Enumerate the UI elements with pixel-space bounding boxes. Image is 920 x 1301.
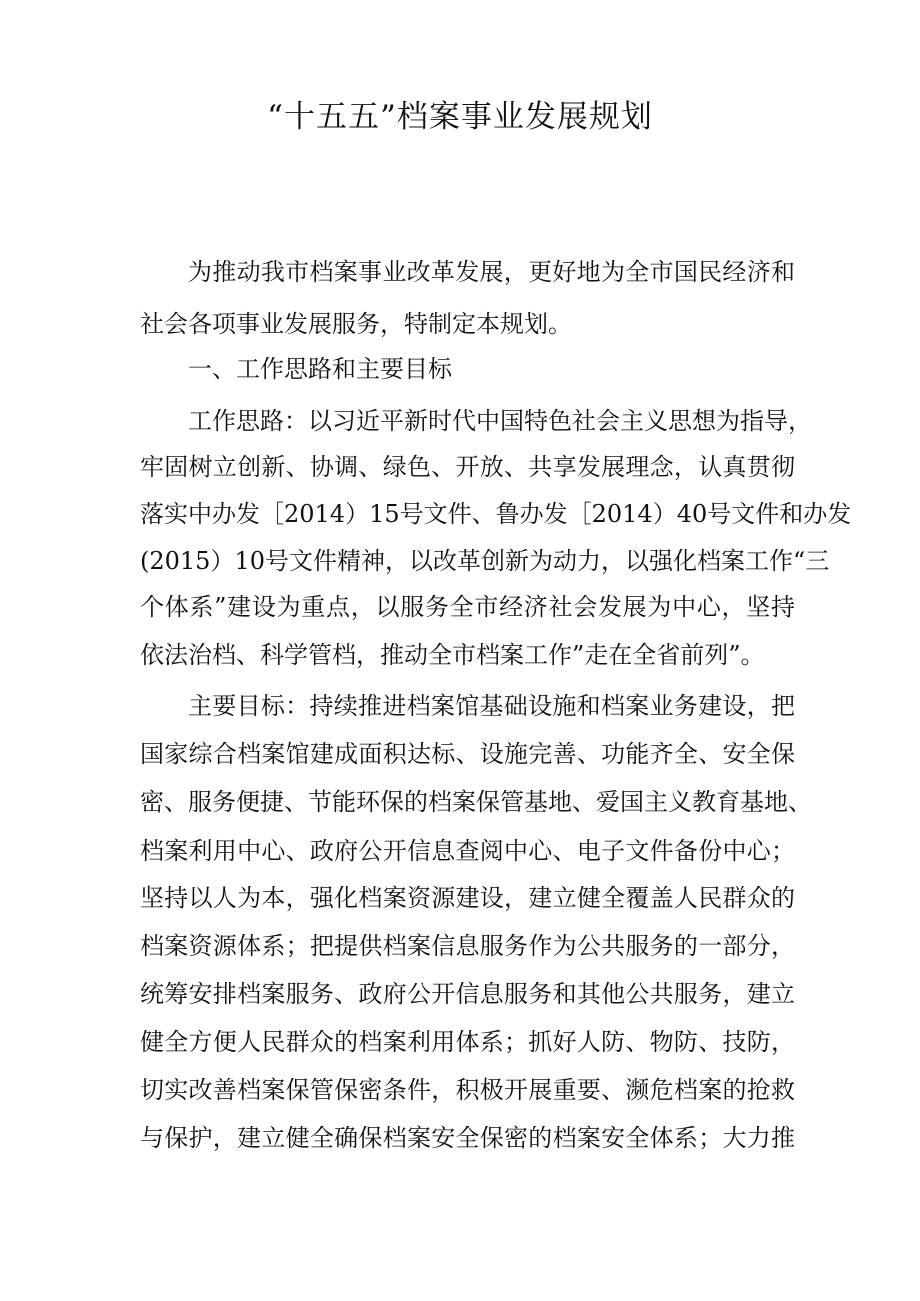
paragraph-line: 与保护，建立健全确保档案安全保密的档案安全体系；大力推 <box>140 1124 795 1152</box>
paragraph-line: 牢固树立创新、协调、绿色、开放、共享发展理念，认真贯彻 <box>140 453 795 481</box>
paragraph-line: 为推动我市档案事业改革发展，更好地为全市国民经济和 <box>188 258 795 286</box>
paragraph-line: 依法治档、科学管档，推动全市档案工作”走在全省前列”。 <box>140 641 765 669</box>
paragraph-line: 国家综合档案馆建成面积达标、设施完善、功能齐全、安全保 <box>140 740 795 768</box>
paragraph-line: 落实中办发［2014）15号文件、鲁办发［2014）40号文件和办发 <box>140 500 852 528</box>
paragraph-line: 社会各项事业发展服务，特制定本规划。 <box>140 310 572 338</box>
paragraph-line: 坚持以人为本，强化档案资源建设，建立健全覆盖人民群众的 <box>140 884 795 912</box>
paragraph-line: 健全方便人民群众的档案利用体系；抓好人防、物防、技防， <box>140 1028 795 1056</box>
paragraph-line: 密、服务便捷、节能环保的档案保管基地、爱国主义教育基地、 <box>140 788 812 816</box>
section-heading: 一、工作思路和主要目标 <box>188 355 452 383</box>
document-title: “十五五”档案事业发展规划 <box>267 99 653 135</box>
paragraph-line: 切实改善档案保管保密条件，积极开展重要、濒危档案的抢救 <box>140 1076 795 1104</box>
paragraph-line: 主要目标：持续推进档案馆基础设施和档案业务建设，把 <box>188 692 795 720</box>
paragraph-line: 档案资源体系；把提供档案信息服务作为公共服务的一部分， <box>140 932 795 960</box>
paragraph-line: 个体系”建设为重点，以服务全市经济社会发展为中心，坚持 <box>140 593 795 621</box>
paragraph-line: 统筹安排档案服务、政府公开信息服务和其他公共服务，建立 <box>140 980 795 1008</box>
paragraph-line: 工作思路：以习近平新时代中国特色社会主义思想为指导， <box>188 407 812 435</box>
paragraph-line: (2015）10号文件精神，以改革创新为动力，以强化档案工作“三 <box>140 547 830 575</box>
paragraph-line: 档案利用中心、政府公开信息查阅中心、电子文件备份中心； <box>140 837 795 865</box>
